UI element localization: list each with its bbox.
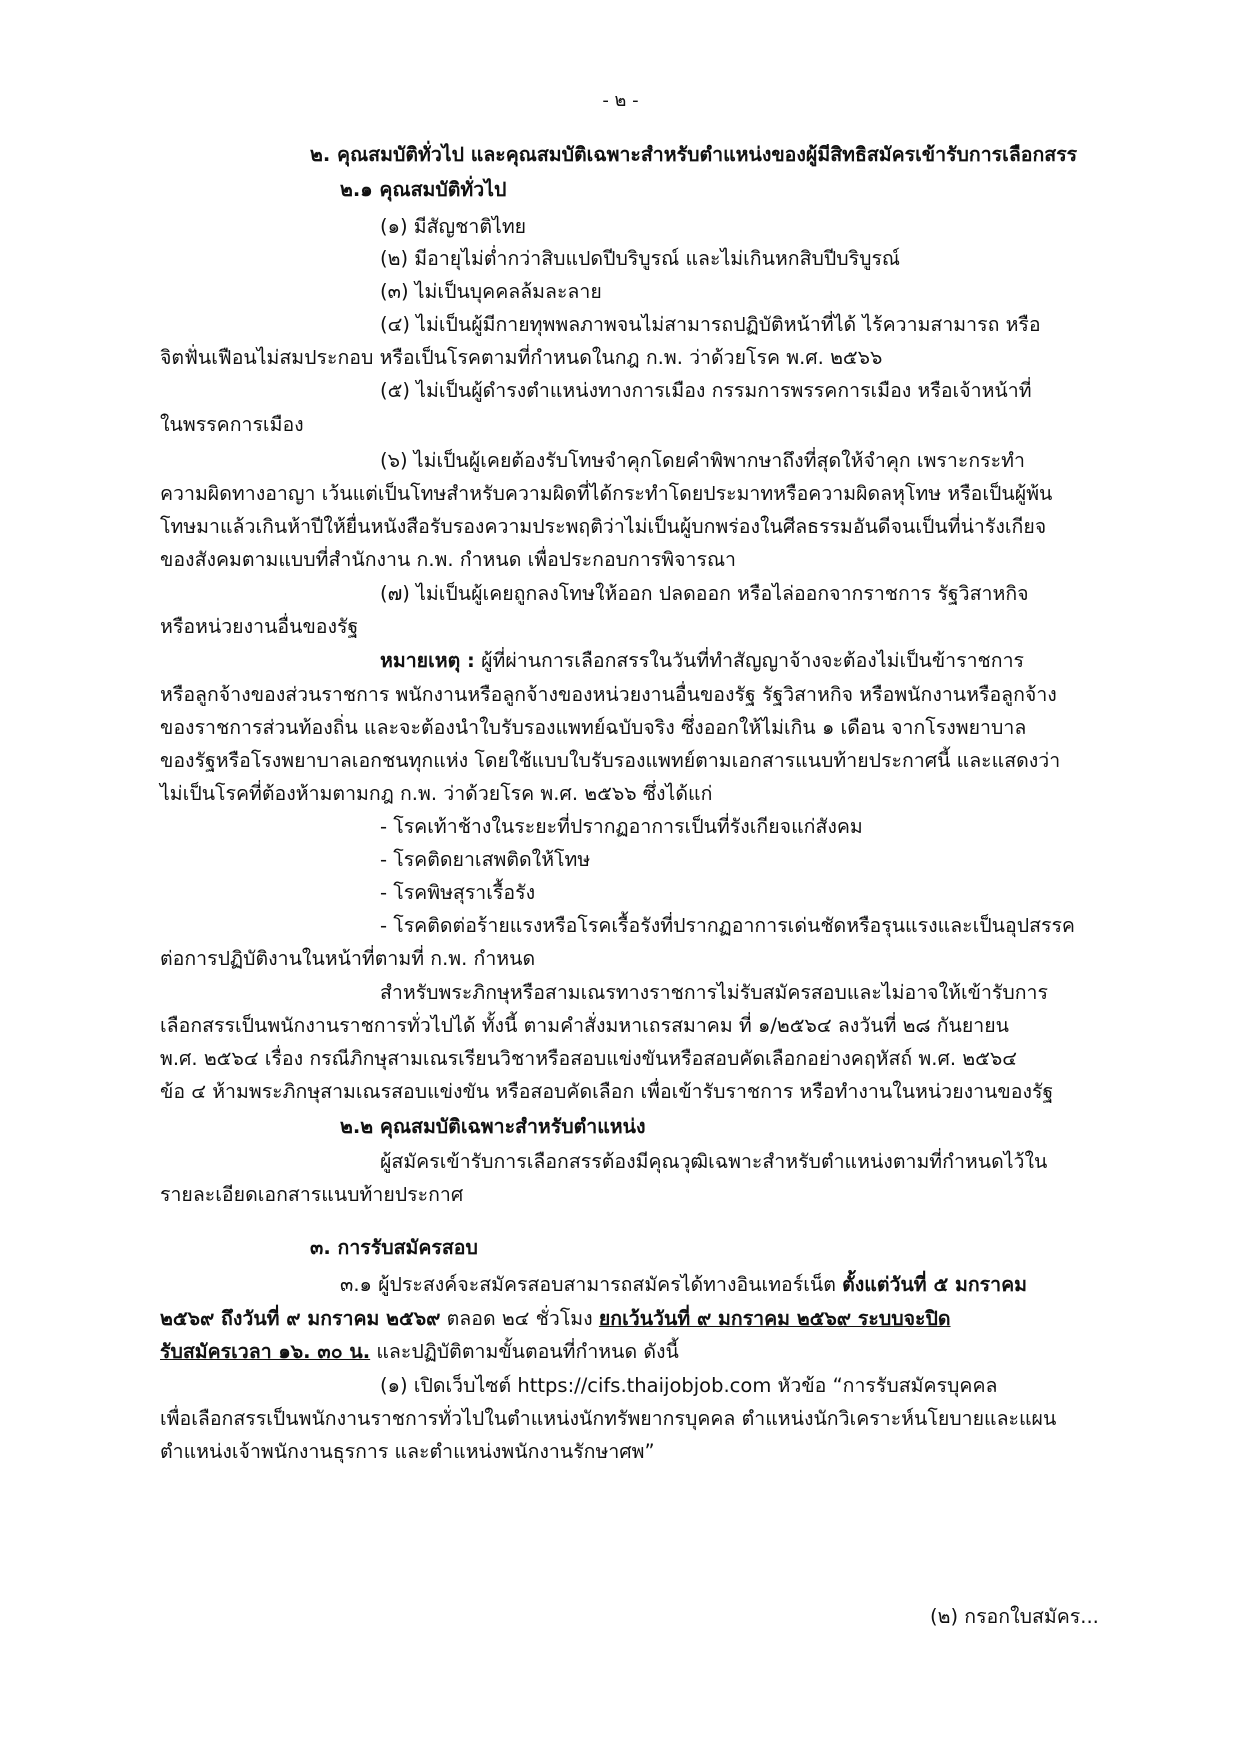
disease-4-line-2: ต่อการปฏิบัติงานในหน้าที่ตามที่ ก.พ. กำหนด [160, 947, 536, 970]
continuation-note: (๒) กรอกใบสมัคร... [930, 1605, 1099, 1628]
registration-end-date: ๒๕๖๙ ถึงวันที่ ๙ มกราคม ๒๕๖๙ [160, 1307, 441, 1330]
section-3-1-line-1-text: ๓.๑ ผู้ประสงค์จะสมัครสอบสามารถสมัครได้ทางอินเทอร์เน็ต [340, 1273, 836, 1296]
note-line-3: ของราชการส่วนท้องถิ่น และจะต้องนำใบรับรองแพทย์ฉบับจริง ซึ่งออกให้ไม่เกิน ๑ เดือน จากโรงพยาบาล [160, 716, 1027, 739]
section-3-1-line-3-text: และปฏิบัติตามขั้นตอนที่กำหนด ดังนี้ [376, 1340, 679, 1363]
qualification-7-line-1: (๗) ไม่เป็นผู้เคยถูกลงโทษให้ออก ปลดออก หรือไล่ออกจากราชการ รัฐวิสาหกิจ [380, 582, 1029, 605]
disease-1: - โรคเท้าช้างในระยะที่ปรากฏอาการเป็นที่รังเกียจแก่สังคม [380, 815, 863, 838]
section-3-1-line-2 [160, 1304, 951, 1334]
disease-3: - โรคพิษสุราเรื้อรัง [380, 881, 536, 904]
qualification-1: (๑) มีสัญชาติไทย [380, 215, 527, 238]
step-1-line-2: เพื่อเลือกสรรเป็นพนักงานราชการทั่วไปในตำแหน่งนักทรัพยากรบุคคล ตำแหน่งนักวิเคราะห์นโยบายและแผน [160, 1407, 1057, 1430]
registration-start-date: ตั้งแต่วันที่ ๕ มกราคม [842, 1273, 1027, 1296]
qualification-5-line-1: (๕) ไม่เป็นผู้ดำรงตำแหน่งทางการเมือง กรรมการพรรคการเมือง หรือเจ้าหน้าที่ [380, 379, 1032, 402]
registration-hours: ตลอด ๒๔ ชั่วโมง [446, 1307, 593, 1330]
qualification-3: (๓) ไม่เป็นบุคคลล้มละลาย [380, 280, 602, 303]
registration-close-time: รับสมัครเวลา ๑๖. ๓๐ น. [160, 1340, 371, 1363]
section-3-1-line-1 [340, 1270, 1027, 1300]
monk-paragraph-line-3: พ.ศ. ๒๕๖๔ เรื่อง กรณีภิกษุสามเณรเรียนวิชาหรือสอบแข่งขันหรือสอบคัดเลือกอย่างคฤหัสถ์ พ.ศ. ๒๕๖๔ [160, 1047, 1017, 1070]
section-2-1-heading: ๒.๑ คุณสมบัติทั่วไป [340, 178, 507, 201]
qualification-2: (๒) มีอายุไม่ต่ำกว่าสิบแปดปีบริบูรณ์ และไม่เกินหกสิบปีบริบูรณ์ [380, 247, 901, 270]
section-3-1-line-3 [160, 1337, 679, 1367]
step-1-line-1: (๑) เปิดเว็บไซต์ https://cifs.thaijobjob.com หัวข้อ “การรับสมัครบุคคล [380, 1374, 998, 1397]
qualification-6-line-4: ของสังคมตามแบบที่สำนักงาน ก.พ. กำหนด เพื่อประกอบการพิจารณา [160, 548, 737, 571]
step-1-line-3: ตำแหน่งเจ้าพนักงานธุรการ และตำแหน่งพนักงานรักษาศพ” [160, 1440, 655, 1463]
note-line-1-text: ผู้ที่ผ่านการเลือกสรรในวันที่ทำสัญญาจ้างจะต้องไม่เป็นข้าราชการ [481, 649, 1025, 672]
section-2-2-line-1: ผู้สมัครเข้ารับการเลือกสรรต้องมีคุณวุฒิเฉพาะสำหรับตำแหน่งตามที่กำหนดไว้ใน [380, 1150, 1048, 1173]
page-number: - ๒ - [602, 90, 639, 111]
disease-2: - โรคติดยาเสพติดให้โทษ [380, 848, 591, 871]
note-line-5: ไม่เป็นโรคที่ต้องห้ามตามกฎ ก.พ. ว่าด้วยโรค พ.ศ. ๒๕๖๖ ซึ่งได้แก่ [160, 782, 713, 805]
note-label: หมายเหตุ : [380, 649, 475, 672]
qualification-7-line-2: หรือหน่วยงานอื่นของรัฐ [160, 615, 359, 638]
monk-paragraph-line-1: สำหรับพระภิกษุหรือสามเณรทางราชการไม่รับสมัครสอบและไม่อาจให้เข้ารับการ [380, 981, 1048, 1004]
note-line-2: หรือลูกจ้างของส่วนราชการ พนักงานหรือลูกจ้างของหน่วยงานอื่นของรัฐ รัฐวิสาหกิจ หรือพนักงานหรือลูกจ้าง [160, 683, 1057, 706]
section-2-heading: ๒. คุณสมบัติทั่วไป และคุณสมบัติเฉพาะสำหรับตำแหน่งของผู้มีสิทธิสมัครเข้ารับการเลือกสรร [310, 143, 1078, 166]
qualification-5-line-2: ในพรรคการเมือง [160, 413, 304, 436]
section-2-2-heading: ๒.๒ คุณสมบัติเฉพาะสำหรับตำแหน่ง [340, 1115, 646, 1138]
qualification-6-line-3: โทษมาแล้วเกินห้าปีให้ยื่นหนังสือรับรองความประพฤติว่าไม่เป็นผู้บกพร่องในศีลธรรมอันดีจนเป็นที่น่ารังเกียจ [160, 515, 1047, 538]
section-2-2-line-2: รายละเอียดเอกสารแนบท้ายประกาศ [160, 1183, 464, 1206]
registration-exception: ยกเว้นวันที่ ๙ มกราคม ๒๕๖๙ ระบบจะปิด [598, 1307, 951, 1330]
note-line-4: ของรัฐหรือโรงพยาบาลเอกชนทุกแห่ง โดยใช้แบบใบรับรองแพทย์ตามเอกสารแนบท้ายประกาศนี้ และแสดงว่า [160, 749, 1061, 772]
note-line-1 [380, 646, 1024, 676]
monk-paragraph-line-4: ข้อ ๔ ห้ามพระภิกษุสามเณรสอบแข่งขัน หรือสอบคัดเลือก เพื่อเข้ารับราชการ หรือทำงานในหน่วยงานของรัฐ [160, 1080, 1054, 1103]
qualification-4-line-2: จิตฟั่นเฟือนไม่สมประกอบ หรือเป็นโรคตามที่กำหนดในกฎ ก.พ. ว่าด้วยโรค พ.ศ. ๒๕๖๖ [160, 346, 883, 369]
section-3-heading: ๓. การรับสมัครสอบ [310, 1236, 478, 1259]
monk-paragraph-line-2: เลือกสรรเป็นพนักงานราชการทั่วไปได้ ทั้งนี้ ตามคำสั่งมหาเถรสมาคม ที่ ๑/๒๕๖๔ ลงวันที่ ๒๘ กันยายน [160, 1014, 1010, 1037]
qualification-6-line-2: ความผิดทางอาญา เว้นแต่เป็นโทษสำหรับความผิดที่ได้กระทำโดยประมาทหรือความผิดลหุโทษ หรือเป็นผู้พ้น [160, 482, 1053, 505]
qualification-4-line-1: (๔) ไม่เป็นผู้มีกายทุพพลภาพจนไม่สามารถปฏิบัติหน้าที่ได้ ไร้ความสามารถ หรือ [380, 313, 1041, 336]
disease-4-line-1: - โรคติดต่อร้ายแรงหรือโรคเรื้อรังที่ปรากฏอาการเด่นชัดหรือรุนแรงและเป็นอุปสรรค [380, 914, 1075, 937]
qualification-6-line-1: (๖) ไม่เป็นผู้เคยต้องรับโทษจำคุกโดยคำพิพากษาถึงที่สุดให้จำคุก เพราะกระทำ [380, 449, 1025, 472]
